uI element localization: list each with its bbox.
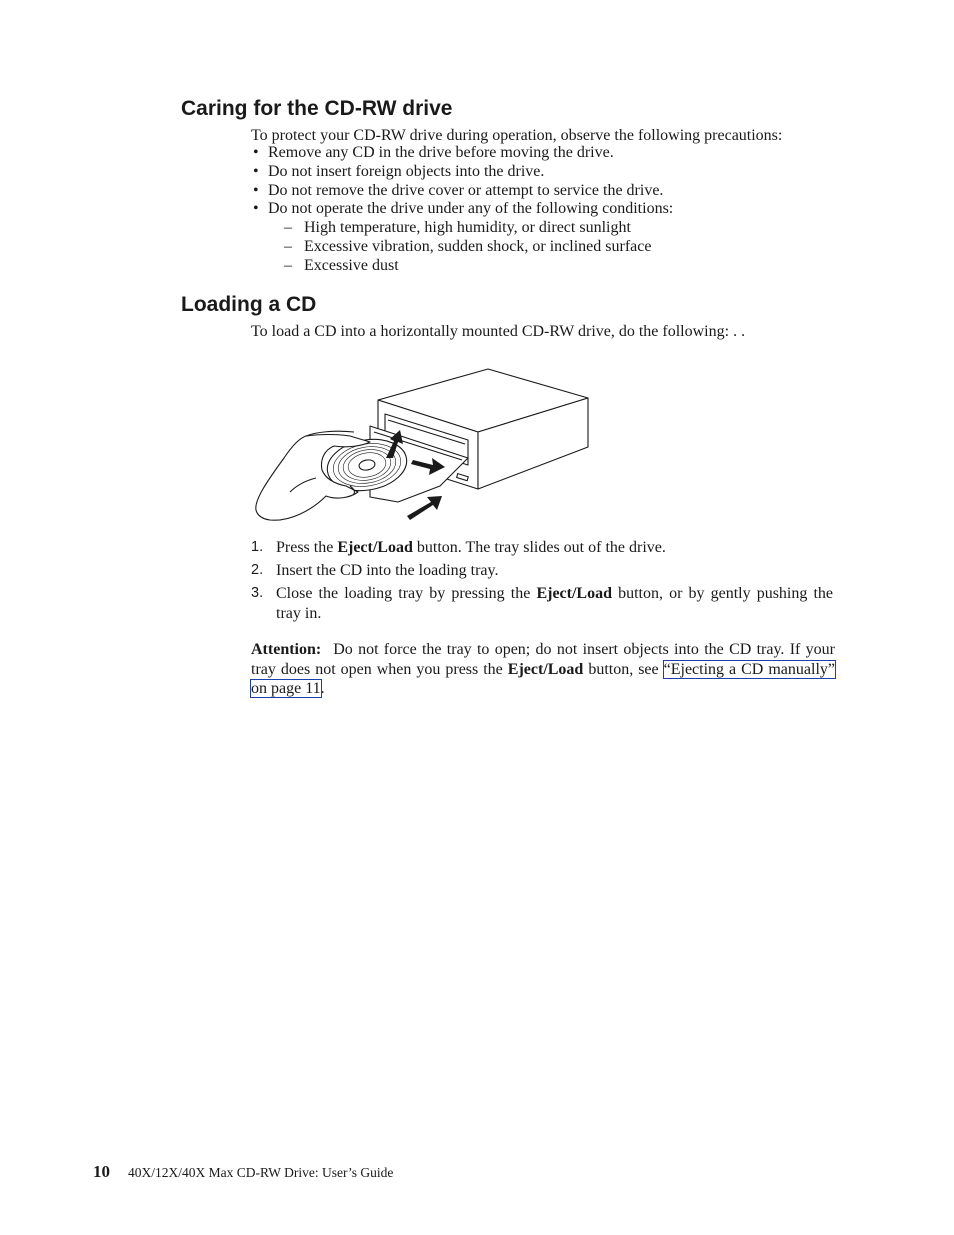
step-number: 2. <box>251 562 264 578</box>
attention-note <box>251 640 835 699</box>
loading-steps <box>251 538 833 627</box>
step-text: Insert the CD into the loading tray. <box>276 562 499 579</box>
precautions-list <box>251 144 841 276</box>
list-item <box>268 257 841 276</box>
ejecting-manually-link[interactable]: “Ejecting a CD manually” on page 11 <box>251 660 835 697</box>
dash-mark: – <box>284 256 292 274</box>
section-heading-caring: Caring for the CD-RW drive <box>181 97 453 120</box>
step-text: button, or by gently pushing the tray in. <box>276 585 834 622</box>
section-heading-loading: Loading a CD <box>181 293 317 316</box>
conditions-list <box>268 219 841 275</box>
dash-mark: – <box>284 237 292 255</box>
list-item <box>251 561 833 581</box>
list-item-text: Excessive vibration, sudden shock, or inclined surface <box>304 237 652 255</box>
step-text: Press the <box>276 539 338 556</box>
list-item-text: Do not operate the drive under any of the following conditions: <box>268 200 674 218</box>
book-title: 40X/12X/40X Max CD-RW Drive: User’s Guide <box>128 1165 394 1180</box>
bullet-mark: • <box>253 162 259 180</box>
button-name: Eject/Load <box>507 660 584 678</box>
dash-mark: – <box>284 219 292 237</box>
bullet-mark: • <box>253 144 259 161</box>
caring-intro: To protect your CD-RW drive during operation, observe the following precautions: <box>251 127 783 144</box>
list-item <box>251 538 833 558</box>
arrow-diagonal-icon <box>407 496 442 520</box>
step-number: 3. <box>251 585 264 601</box>
button-name: Eject/Load <box>337 539 413 556</box>
cd-loading-illustration <box>250 362 595 527</box>
step-number: 1. <box>251 539 264 555</box>
list-item <box>251 584 833 623</box>
list-item <box>251 163 841 182</box>
step-text: Close the loading tray by pressing the <box>276 585 537 602</box>
button-name: Eject/Load <box>536 585 612 602</box>
attention-text: Do not force the tray to open; do not insert objects into the CD tray. If your tray does not open when you press the <box>251 641 835 678</box>
list-item <box>251 144 841 163</box>
page-number: 10 <box>93 1162 110 1181</box>
list-item <box>251 200 841 275</box>
attention-label: Attention: <box>251 641 322 658</box>
attention-text: button, see <box>583 660 664 678</box>
list-item-text: Do not remove the drive cover or attempt to service the drive. <box>268 181 664 199</box>
bullet-mark: • <box>253 181 259 199</box>
step-text: button. The tray slides out of the drive. <box>412 539 666 556</box>
list-item-text: Do not insert foreign objects into the drive. <box>268 162 545 180</box>
list-item-text: High temperature, high humidity, or direct sunlight <box>304 219 631 237</box>
attention-text: . <box>320 680 325 697</box>
list-item-text: Excessive dust <box>304 256 399 274</box>
list-item <box>268 219 841 238</box>
loading-intro: To load a CD into a horizontally mounted CD-RW drive, do the following: . . <box>251 323 746 340</box>
bullet-mark: • <box>253 200 259 218</box>
list-item-text: Remove any CD in the drive before moving the drive. <box>268 144 614 161</box>
page-footer <box>93 1162 393 1183</box>
list-item <box>251 182 841 201</box>
list-item <box>268 238 841 257</box>
